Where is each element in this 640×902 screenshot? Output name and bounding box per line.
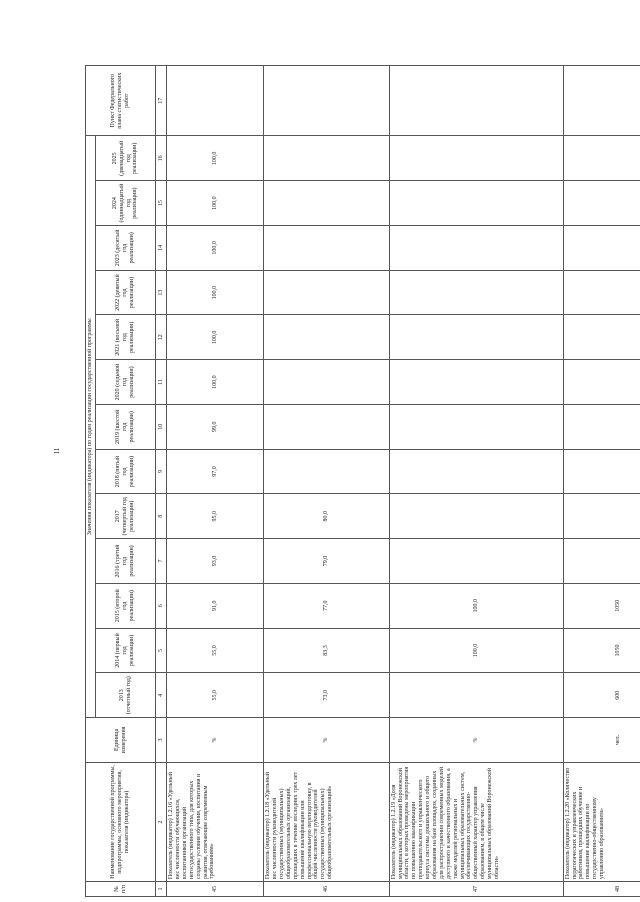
header-year: 2024 (одиннадцатый год реализации)	[96, 181, 156, 226]
value-cell: 83,3	[264, 628, 389, 673]
header-year: 2016 (третий год реализации)	[96, 539, 156, 584]
value-cell: 100,0	[167, 270, 264, 315]
value-cell: 99,0	[167, 404, 264, 449]
index-cell: 9	[156, 449, 167, 494]
table-row	[389, 66, 563, 897]
value-cell	[563, 136, 640, 181]
value-cell: 91,0	[167, 583, 264, 628]
index-cell: 2	[156, 762, 167, 881]
header-stat-plan: Пункт Федерального плана статистических работ	[86, 66, 156, 136]
row-number: 48	[563, 882, 640, 897]
stat-plan-cell	[563, 66, 640, 136]
page-number: 11	[53, 447, 61, 455]
value-cell: 55,0	[167, 628, 264, 673]
unit-cell: %	[167, 718, 264, 763]
index-cell: 17	[156, 66, 167, 136]
value-cell	[389, 270, 563, 315]
value-cell	[264, 225, 389, 270]
header-name: Наименование государственной программы, подпрограммы, основного мероприятия, показателя (индикатора)	[86, 762, 156, 881]
indicator-name: Показатель (индикатор) 1.2.18 «Удельный вес численности руководителей государственных (муниципальных) общеобразовательных организаций, прошедших в течение последних трех лет повышение квалификации или профессиональную переподготовку, в общей численности руководителей государственных (муниципальных) общеобразовательных организаций»	[264, 762, 389, 881]
value-cell: 95,0	[167, 494, 264, 539]
value-cell: 100,0	[167, 136, 264, 181]
value-cell	[389, 360, 563, 405]
unit-cell: чел.	[563, 718, 640, 763]
header-year: 2025 (двенадцатый год реализации)	[96, 136, 156, 181]
index-cell: 8	[156, 494, 167, 539]
value-cell: 600	[563, 673, 640, 718]
index-cell: 6	[156, 583, 167, 628]
value-cell: 100,0	[167, 225, 264, 270]
value-cell	[389, 539, 563, 584]
value-cell	[264, 360, 389, 405]
header-year: 2019 (шестой год реализации)	[96, 404, 156, 449]
table-row	[563, 66, 640, 897]
value-cell	[563, 539, 640, 584]
value-cell	[563, 360, 640, 405]
value-cell: 100,0	[389, 583, 563, 628]
index-cell: 11	[156, 360, 167, 405]
header-unit: Единица измерения	[86, 718, 156, 763]
index-cell: 7	[156, 539, 167, 584]
unit-cell: %	[264, 718, 389, 763]
value-cell	[563, 181, 640, 226]
header-year: 2014 (первый год реализации)	[96, 628, 156, 673]
header-year: 2015 (второй год реализации)	[96, 583, 156, 628]
index-cell: 10	[156, 404, 167, 449]
value-cell	[563, 270, 640, 315]
stat-plan-cell	[389, 66, 563, 136]
value-cell	[264, 181, 389, 226]
value-cell	[389, 404, 563, 449]
indicator-name: Показатель (индикатор) 1.2.19 «Доля муниципальных образований Воронежской области, в которых проведены мероприятия по повышению квалификации преподавательского и управленческого корпуса системы дошкольного и общего образования на базе площадок, созданных для распространения современных моделей доступного и качественного образования, а также моделей региональных и муниципальных образовательных систем, обеспечивающих государственно-общественный характер управления образованием, в общем числе муниципальных образований Воронежской области»	[389, 762, 563, 881]
header-values-group: Значения показателя (индикатора) по годам реализации государственной программы	[86, 136, 96, 718]
header-year: 2023 (десятый год реализации)	[96, 225, 156, 270]
table-row	[167, 66, 264, 897]
indicator-name: Показатель (индикатор) 1.2.20 «Количество педагогических и управленческих работников, прошедших обучение и повышение квалификации по государственно-общественному управлению образованием»	[563, 762, 640, 881]
value-cell: 100,0	[167, 315, 264, 360]
value-cell: 1050	[563, 628, 640, 673]
value-cell	[264, 270, 389, 315]
index-cell: 12	[156, 315, 167, 360]
rotated-table-container	[85, 65, 640, 897]
value-cell	[563, 315, 640, 360]
index-cell: 3	[156, 718, 167, 763]
index-cell: 13	[156, 270, 167, 315]
header-year: 2018 (пятый год реализации)	[96, 449, 156, 494]
index-cell: 14	[156, 225, 167, 270]
value-cell: 55,0	[167, 673, 264, 718]
indicators-table	[85, 65, 640, 897]
value-cell: 97,0	[167, 449, 264, 494]
header-year: 2017 (четвертый год реализации)	[96, 494, 156, 539]
header-year: 2020 (седьмой год реализации)	[96, 360, 156, 405]
value-cell	[563, 225, 640, 270]
indicator-name: Показатель (индикатор) 1.2.16 «Удельный вес численности обучающихся, воспитанников организаций негосударственного типа, для которых созданы условия обучения, воспитания и развития, отвечающие современным требованиям»	[167, 762, 264, 881]
index-cell: 16	[156, 136, 167, 181]
value-cell: 80,0	[264, 494, 389, 539]
value-cell: 77,0	[264, 583, 389, 628]
value-cell	[389, 315, 563, 360]
table-row	[264, 66, 389, 897]
value-cell: 79,0	[264, 539, 389, 584]
value-cell	[264, 315, 389, 360]
value-cell	[389, 181, 563, 226]
value-cell	[563, 449, 640, 494]
value-cell	[389, 494, 563, 539]
index-row	[156, 66, 167, 897]
value-cell: 73,0	[264, 673, 389, 718]
value-cell	[264, 449, 389, 494]
value-cell	[563, 404, 640, 449]
header-year: 2022 (девятый год реализации)	[96, 270, 156, 315]
header-year: 2021 (восьмой год реализации)	[96, 315, 156, 360]
value-cell: 100,0	[389, 628, 563, 673]
value-cell: 100,0	[167, 360, 264, 405]
value-cell	[563, 494, 640, 539]
stat-plan-cell	[167, 66, 264, 136]
header-year: 2013 (отчетный год)	[96, 673, 156, 718]
index-cell: 15	[156, 181, 167, 226]
row-number: 47	[389, 882, 563, 897]
row-number: 46	[264, 882, 389, 897]
value-cell	[389, 449, 563, 494]
index-cell: 5	[156, 628, 167, 673]
header-num: № п/п	[86, 882, 156, 897]
row-number: 45	[167, 882, 264, 897]
value-cell: 100,0	[167, 181, 264, 226]
value-cell	[264, 136, 389, 181]
index-cell: 4	[156, 673, 167, 718]
value-cell	[389, 225, 563, 270]
value-cell	[264, 404, 389, 449]
value-cell: 1050	[563, 583, 640, 628]
value-cell	[389, 673, 563, 718]
unit-cell: %	[389, 718, 563, 763]
stat-plan-cell	[264, 66, 389, 136]
value-cell	[389, 136, 563, 181]
value-cell: 93,0	[167, 539, 264, 584]
index-cell: 1	[156, 882, 167, 897]
